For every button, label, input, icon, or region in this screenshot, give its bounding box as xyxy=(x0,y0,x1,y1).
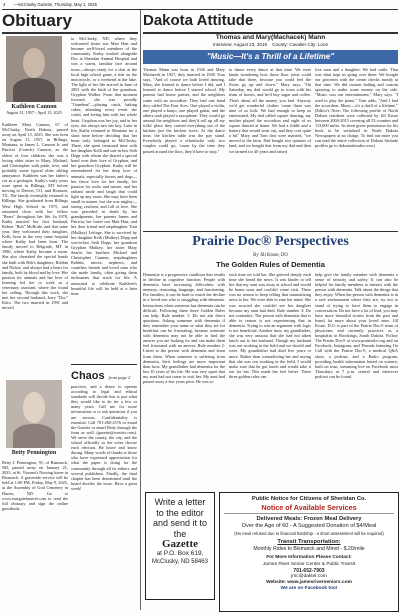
dakota-interview: Interview: August 23, 2016 xyxy=(212,42,268,47)
info-line1: For More Information Please Contact: xyxy=(266,555,352,560)
prairie-byline: By Jill Kruse, DO xyxy=(253,253,288,258)
letter-line7: McClusky, ND 58463 xyxy=(152,558,208,565)
kathleen-dates: August 31, 1957 - April 15, 2025 xyxy=(6,110,62,115)
betty-obituary-text: Betty J. Pennington, 91, of Bismarck, ND, passed away on January 21, 2025, at St. Vincent's Nursing home in Bismarck. A graveside service will be held at 1:00 PM, Friday, May 9, 2025, at the Assembly of God Cemetery in Hazen, ND. Go to www.eastgatefuneral.com to read the full obituary and sign the online guestbook. xyxy=(2,460,68,511)
obit-col1-text xyxy=(2,36,68,374)
letter-line6: at P.O. Box 619, xyxy=(156,549,204,557)
paper-dateline: —McClusky Gazette, Thursday, May 1, 2025 xyxy=(14,2,97,7)
page-number: 4 xyxy=(3,2,6,7)
prairie-title: Prairie Doc® Perspectives xyxy=(192,234,349,249)
dakota-col-a xyxy=(143,67,225,229)
letter-line5: Gazette xyxy=(161,538,199,550)
kathleen-obituary-part1: Kathleen Mary Cannon, 67 of McClusky, North Dakota, passed away on April 15, 2025. She was born on August 31, 1957, in Billings, Montana, to James L. Cannon Jr. and Patricia (Conick) Cannon, as the oldest of four children, she was a loving older sister to Mary, Michael, and Christopher with pride, love, and probably some typical older sibling annoyance. Kathleen was her father's car as a geologist. Kathy's early years were spent in Billings, MT before moving to Denver, CO, and Houston, TX. The family eventually returned to Billings. She graduated from Billings West High School in 1975, and remained close with her fellow "Bears" throughout her life. In 1978, Kathy married her first husband, Robert "Bob" McBride, and that same year, they welcomed their daughter, Kelli, born in the very same hospital where Kathy had been born. The family moved to Belgrade, MT in 1980, where Kathy became a mom. She also cherished the special bonds she built with Bob's daughters, Robbin and Nickie, and always had a heart for family, both by blood and by love. Her passion for animals and her love of learning led her to work as a veterinary assistant, where she found her calling. Through this work, she met her second husband, Jerry "Doc" Kitto. The two married in 1991 and moved xyxy=(2,122,68,311)
transport-title: Transit Transportation: xyxy=(277,539,341,545)
page-header xyxy=(0,0,400,9)
dakota-banner: "Music—It's a Thrill of a Lifetime" xyxy=(143,50,398,64)
dakota-location: County: Cavalier City: Lone xyxy=(272,42,329,47)
obituary-title-bar xyxy=(2,10,138,32)
notice-title1: Public Notice for Citizens of Sheridan Co. xyxy=(251,496,367,502)
dakota-info xyxy=(143,34,398,48)
prairie-text-c: help give the family member with dementia a sense of security and safety. It can also be helpful for family members to interact with the person with dementia. Talk about the things that they enjoy. When the person with dementia is in a safe environment where they are, try not to stand of trying to force them to engage in conversation. Do not have a lot of lead, you may have more beautiful stories from the past and learn) lot more about your loved ones. Jill Kruse, D.O. is part of the Prairie Doc® team of physicians and currently practices as a hospitalist in Brookings, South Dakota. Follow The Prairie Doc® at www.prairiedoc.org and on Facebook, Instagram, and Threads featuring On Call with the Prairie Doc®, a medical Q&A show, a podcast, and a Radio program, providing health information based on science, built on trust, streaming live on Facebook most Thursdays at 7 p.m. central and wherever podcast can be found. xyxy=(315,272,398,379)
transport-line: Monthly Rides to Bismarck and Minot - $.20/mile xyxy=(253,546,365,552)
betty-name: Betty Pennington xyxy=(11,450,57,456)
prairie-title-bar xyxy=(143,233,398,253)
chaos-text: practices, and a desire to operate according to legal and ethical standards will decide this is just what they would like to do for a few or many years. Call me for more information or to ask questions if you are serious. Confidentiality is essential. Call 701-260-2576 or email the Gazette or email Betty through the form as well. (gazette@westriv.com). We serve the county, the city, and the school officially so the votes choose each election. Be brave and know during. Many words of thanks to those who have expressed appreciation for what the paper is doing for the community through all its editors and several publishers. Finally, the final chapter has been determined until the board decides the issue. Have a great week! xyxy=(71,384,137,491)
info-website: Website: www.jamesriverseniors.com xyxy=(266,579,352,585)
kathleen-obituary-part2: to McClusky, ND, where they welcomed foster son Matt Hart and became well-loved members of the community. Kathy worked alongside Doc at Sheridan Animal Hospital and was a warm, familiar face around town—always ready for a chat at the local high school game, a ride on the motorcycle, or a weekend at the lake. The light of her life arrived in June of 2001 with the birth of her grandson, Gryphon Walker. From that moment forward, she was proudly "Grandma"—playing catch, baking cakes, attending every event she could, and loving him with her whole heart. Gryphon was her joy, and in her eyes, she always saw her boy. Later in life, Kathy returned to Montana for a short time before deciding that her heart truly belonged in McClusky. There, she spent treasured time with her daughter Kelli and son-in-law Seth Depp with whom she shared a special bond over their love of Gryphon, and her grandson Gryphon. Kathy will be remembered for her deep love of animals, especially horses and dogs—her fierce love for her family, her passion for rocks and nature, and her radiant smile and laugh that could light up any room. She may have been small in stature, but she was mighty—strong, resilient, and full of love. She was preceded in death by her grandparents, her parents James and Patricia, her foster son Matt Hart, and her dear friend and stepdaughter Toni (Mulkey) Leftage. She is survived by her daughter Kelli (Mulkey) Depp and son-in-law Seth Depp; her grandson Gryphon Mulkey; her sister Mary Searle; her brothers Michael and Christopher Cannon; stepdaughters Robbin, nieces, nephews, and countless friends and loved ones who she made family, often giving them nicknames that stuck for life. A memorial to celebrate Kathleen's beautiful life will be held at a later time. xyxy=(71,36,137,296)
betty-caption xyxy=(2,450,66,456)
meals-line: Over the Age of 60 - A Suggested Donation of $4/Meal xyxy=(241,523,377,529)
public-notice-box xyxy=(219,492,399,612)
dakota-col-c xyxy=(315,67,398,229)
info-phone: 701-652-7903 xyxy=(293,567,325,574)
meals-note: (No meal refused due to financial hardship - a short assessment will be required) xyxy=(234,530,384,536)
prairie-subtitle: The Golden Rules of Dementia xyxy=(216,260,325,269)
dakota-col-b xyxy=(229,67,311,229)
kathleen-name: Kathleen Cannon xyxy=(11,104,57,110)
chaos-heading xyxy=(71,366,137,382)
chaos-title: Chaos xyxy=(71,370,105,382)
notice-title2: Notice of Available Services xyxy=(261,503,357,512)
dakota-interview-line xyxy=(143,42,398,48)
betty-pennington-photo xyxy=(6,380,62,448)
dakota-title-bar xyxy=(143,10,398,32)
dakota-title: Dakota Attitude xyxy=(143,12,254,29)
letter-line4: the xyxy=(173,528,187,539)
obit-col1-lower xyxy=(2,460,68,610)
prairie-col-b xyxy=(229,272,311,486)
dakota-text-c: five sons and a daughter. We had cattle. That was what kept us going over there. We bought our groceries with the cream checks mostly at that time. We did custom bailing and custom spraying to make some money on the side. "Music was our entertainment," Mary says. "I used to play the piano." Tom adds, "And I had the accordion. Music—it's a thrill of a lifetime." (Editor's Note: The following profile of North Dakota residents were collected by Jill Kruse between 2004-2015 covering all 53 counties and 113,000 miles. Its been given permission for his book to be serialized in North Dakota Newspapers at no charge. To find out more you can read the entire collection of Dakota Attitude profiles go to dakotaattitudes.com.) xyxy=(315,67,398,149)
dakota-text-a: Thomas Mann was born in 1926 and Mary Machacek in 1927, they married in 1948. Tom says, "And of course we both loved dancing. Mary, she learned to dance before I did, and I learned to dance before I started school. My parents had house parties, and the neighbors came with an accordion. They had one band they called The Four Aces. One played a violin, one played a banjo, one played guitar, and the others took played a saxophone. They would go around the neighbors and they'd roll up all my folks' place they carried everything out of the kitchen just the kitchen stove. At the dance time, the kitchen table was the pay stand. Everybody played a schottische only two couples could go, 'cause by the time they passed around the floor, they'd have to stop." xyxy=(143,67,225,154)
info-tagline: We are on Facebook too! xyxy=(280,585,338,591)
prairie-text-a: Dementia is a progressive condition that results in decline in cognitive function. People with dementia have increasing difficulties with memory, reasoning, language, and functioning. For families, it can be hard to watch the decline in a loved one who is struggling with dementia. Interactions when someone has dementia can be difficult. Following these three Golden Rules can help. Rule number 1: Do not ask direct questions. Asking someone with dementia if they remember your name or what they ate for breakfast can be frustrating, because someone with dementia may not be able to find the answer you are looking for and can make them feel frustrated with an answer. Rule number 2: Listen to the person with dementia and learn from them. When someone is suffering from dementia, their feelings are more important than facts. My grandfather had dementia for the last 10 years of his life. He was very upset that my aunt had not come to visit her. My aunt had passed away a few years prior. He was so xyxy=(143,272,225,384)
letter-line1: Write a letter xyxy=(154,497,206,507)
dakota-names: Thomas and Mary(Machacek) Mann xyxy=(215,34,326,41)
prairie-col-a xyxy=(143,272,225,486)
meals-title: Delivered Meals: Frozen Meal Delivery xyxy=(256,516,362,522)
info-line2: James River Senior Center & Public Transit xyxy=(262,561,356,567)
letter-line2: to the editor xyxy=(156,507,204,518)
dakota-text-b: to dance every dance at that time. We were kinda wondering how those floor joists could take that there, because you could feel the floors go up and down." Mary says, "On Saturday, my dad would go to town with his team of horses, and he'd buy sugar and coffee. That's about all the money you had. Anyway we'd get wonderful clothes 'cause there was nine of us kids. We had enough to keep us entertained. My dad called square dancing, my mother played the accordion and eight of us square danced at home. We had a fiddle and a battery that would wear out, and they cost quite a bit" Mary and Tom first were married, "we moved to the farm. Dad bought two quarters of land, and we bought that from my dad and then we farmed for 40 years and raised xyxy=(229,67,311,154)
info-email: jrsc@daktel.com xyxy=(291,573,327,579)
prairie-text-b: each time we told her. She grieved deeply each time she heard the news. It was kinder to tell her that my aunt was away at school and would be home soon and couldn't come visit. There was no reason to keep telling that traumatizing news to her. We were able to ease her mind. She was worried she couldn't see her daughter because my aunt had died. Rule number 3: Do not contradict. The person with dementia that is able to reason is not experiencing that in dementia. Trying to win an argument with logic is not beneficial. Another time, my grandfather, she was very anxious that she had not taken lunch out to her husband. Though my husband was out working in the field and we should and were. My grandfather had died five years or more. Rather than contradicting her and saying that she was out working in the field, I would make sure that he got lunch and would take it out for her. This made her feel better. These three golden rules can xyxy=(229,272,311,379)
letter-to-editor-box xyxy=(145,492,215,600)
prairie-col-c xyxy=(315,272,398,486)
obituary-title: Obituary xyxy=(2,11,72,30)
chaos-text-col xyxy=(71,384,137,610)
letter-line3: and send it to xyxy=(152,518,208,528)
chaos-subtitle: from page 2 xyxy=(108,375,131,380)
obit-col2-text xyxy=(71,36,137,362)
